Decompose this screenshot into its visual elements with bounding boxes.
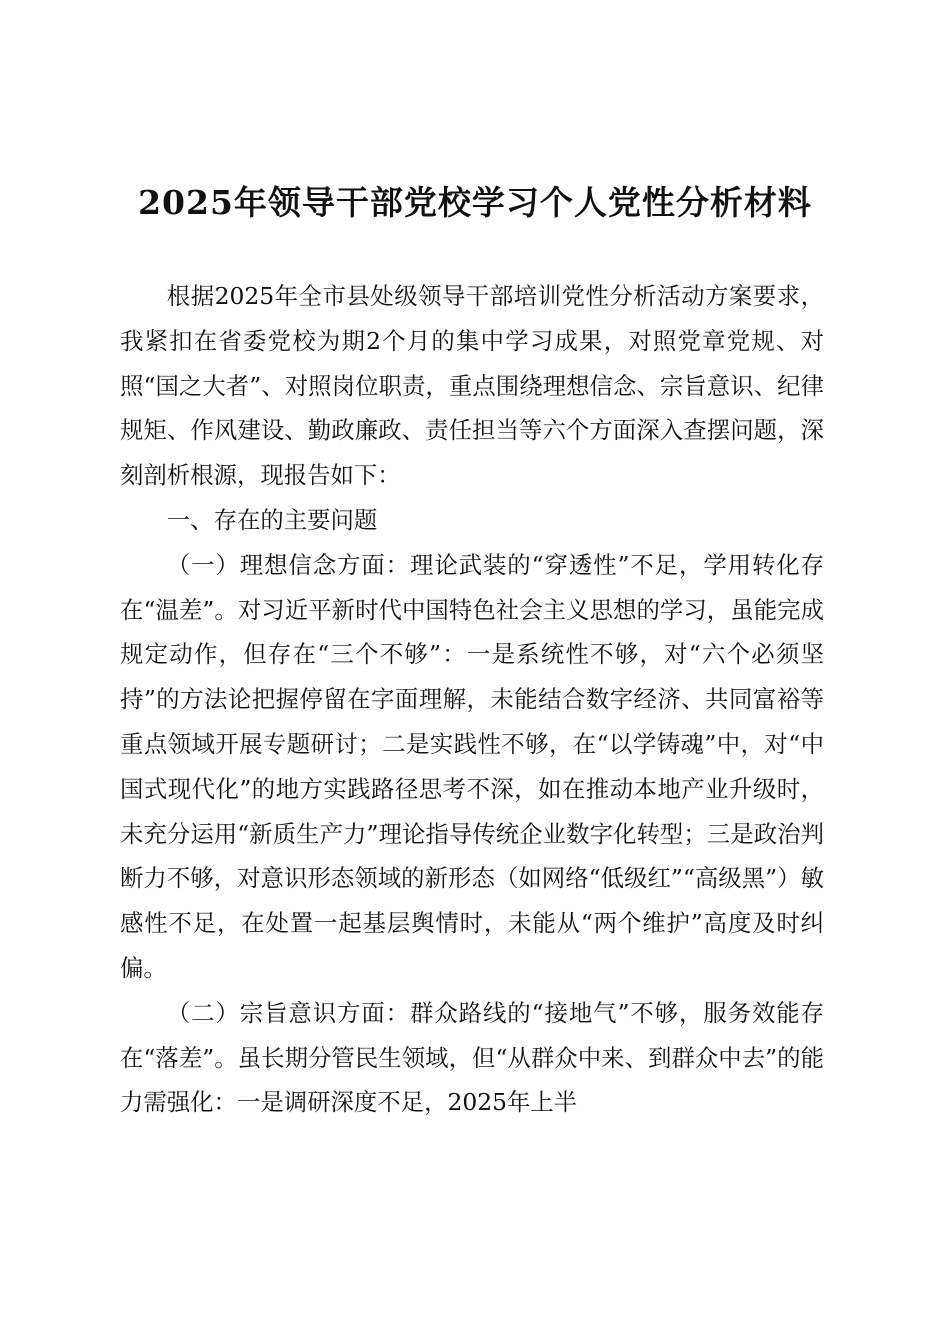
document-title: 2025年领导干部党校学习个人党性分析材料 — [138, 183, 812, 222]
intro-paragraph: 根据2025年全市县处级领导干部培训党性分析活动方案要求，我紧扣在省委党校为期2个月的集中学习成果，对照党章党规、对照“国之大者”、对照岗位职责，重点围绕理想信念、宗旨意识、纪律规矩、作风建设、勤政廉政、责任担当等六个方面深入查摆问题，深刻剖析根源，现报告如下： — [120, 282, 824, 490]
paragraph-purpose: （二）宗旨意识方面：群众路线的“接地气”不够，服务效能存在“落差”。虽长期分管民生领域，但“从群众中来、到群众中去”的能力需强化：一是调研深度不足，2025年上半 — [120, 998, 824, 1117]
section-heading: 一、存在的主要问题 — [166, 505, 378, 534]
document-body — [120, 274, 824, 1125]
paragraph-ideals: （一）理想信念方面：理论武装的“穿透性”不足，学用转化存在“温差”。对习近平新时代中国特色社会主义思想的学习，虽能完成规定动作，但存在“三个不够”：一是系统性不够，对“六个必须坚持”的方法论把握停留在字面理解，未能结合数字经济、共同富裕等重点领域开展专题研讨；二是实践性不够，在“以学铸魂”中，对“中国式现代化”的地方实践路径思考不深，如在推动本地产业升级时，未充分运用“新质生产力”理论指导传统企业数字化转型；三是政治判断力不够，对意识形态领域的新形态（如网络“低级红”“高级黑”）敏感性不足，在处置一起基层舆情时，未能从“两个维护”高度及时纠偏。 — [120, 550, 824, 982]
